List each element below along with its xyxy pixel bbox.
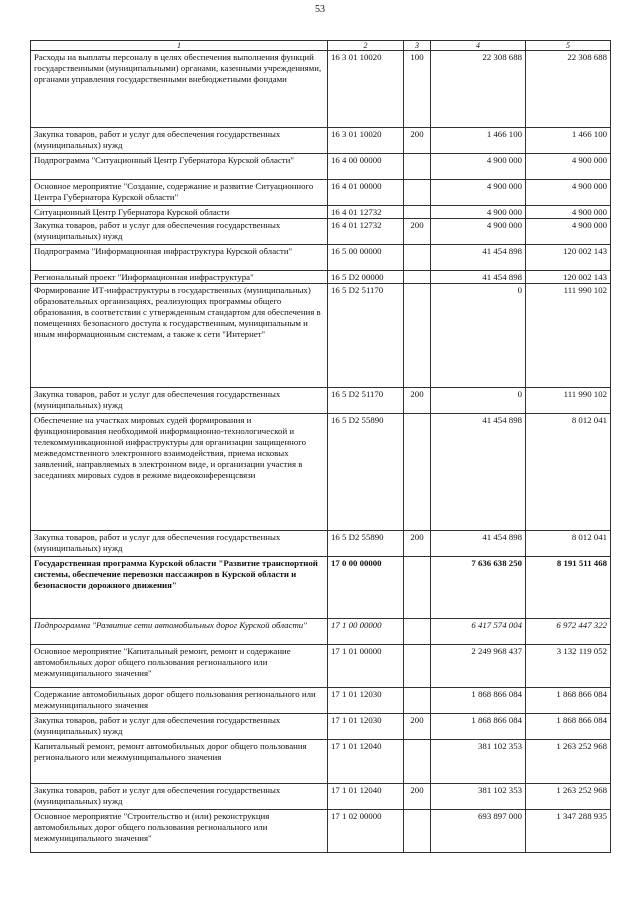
- row-name: Основное мероприятие "Капитальный ремонт, ремонт и содержание автомобильных дорог общего пользования регионального или межмуниципального значения": [31, 645, 328, 688]
- row-expense-type: [404, 284, 431, 388]
- row-sum-1: 4 900 000: [431, 154, 526, 180]
- row-sum-2: 8 191 511 468: [526, 557, 611, 619]
- row-code: 16 4 01 12732: [328, 219, 404, 245]
- table-row: [31, 688, 611, 714]
- row-name: Государственная программа Курской области "Развитие транспортной системы, обеспечение перевозки пассажиров в Курской области и безопасности дорожного движения": [31, 557, 328, 619]
- row-code: 16 3 01 10020: [328, 128, 404, 154]
- table-header-row: [31, 41, 611, 51]
- table-row: [31, 714, 611, 740]
- row-expense-type: [404, 557, 431, 619]
- row-expense-type: [404, 810, 431, 853]
- table-row: [31, 128, 611, 154]
- column-header: 4: [431, 41, 526, 51]
- row-sum-2: 1 466 100: [526, 128, 611, 154]
- table-row: [31, 180, 611, 206]
- row-expense-type: [404, 154, 431, 180]
- row-name: Подпрограмма "Ситуационный Центр Губернатора Курской области": [31, 154, 328, 180]
- row-code: 16 4 01 12732: [328, 206, 404, 219]
- row-expense-type: [404, 245, 431, 271]
- row-sum-1: 6 417 574 004: [431, 619, 526, 645]
- table-row: [31, 245, 611, 271]
- row-code: 16 5 D2 55890: [328, 414, 404, 531]
- row-expense-type: 200: [404, 219, 431, 245]
- row-sum-1: 4 900 000: [431, 206, 526, 219]
- row-code: 17 1 02 00000: [328, 810, 404, 853]
- row-sum-1: 1 868 866 084: [431, 714, 526, 740]
- row-sum-1: 0: [431, 284, 526, 388]
- row-expense-type: [404, 271, 431, 284]
- row-code: 17 1 01 12030: [328, 688, 404, 714]
- row-name: Закупка товаров, работ и услуг для обеспечения государственных (муниципальных) нужд: [31, 531, 328, 557]
- row-sum-1: 41 454 898: [431, 414, 526, 531]
- row-sum-1: 0: [431, 388, 526, 414]
- row-name: Подпрограмма "Развитие сети автомобильных дорог Курской области": [31, 619, 328, 645]
- table-row: [31, 531, 611, 557]
- row-code: 16 5 D2 51170: [328, 388, 404, 414]
- table-row: [31, 284, 611, 388]
- row-sum-1: 381 102 353: [431, 740, 526, 784]
- table-row: [31, 51, 611, 128]
- row-sum-2: 8 012 041: [526, 531, 611, 557]
- row-name: Подпрограмма "Информационная инфраструктура Курской области": [31, 245, 328, 271]
- table-row: [31, 645, 611, 688]
- row-name: Расходы на выплаты персоналу в целях обеспечения выполнения функций государственными (муниципальными) органами, казенными учреждениями, органами управления государственными внебюджетными фондами: [31, 51, 328, 128]
- row-sum-1: 41 454 898: [431, 531, 526, 557]
- row-name: Ситуационный Центр Губернатора Курской области: [31, 206, 328, 219]
- table-row: [31, 810, 611, 853]
- row-sum-2: 6 972 447 322: [526, 619, 611, 645]
- row-expense-type: [404, 180, 431, 206]
- table-row: [31, 206, 611, 219]
- row-sum-1: 22 308 688: [431, 51, 526, 128]
- row-name: Региональный проект "Информационная инфраструктура": [31, 271, 328, 284]
- row-code: 16 4 01 00000: [328, 180, 404, 206]
- row-sum-2: 4 900 000: [526, 154, 611, 180]
- row-sum-1: 7 636 638 250: [431, 557, 526, 619]
- row-code: 16 5 D2 55890: [328, 531, 404, 557]
- page-number: 53: [315, 4, 325, 15]
- table-row: [31, 219, 611, 245]
- row-expense-type: 200: [404, 531, 431, 557]
- row-expense-type: [404, 740, 431, 784]
- row-name: Формирование ИТ-инфраструктуры в государственных (муниципальных) образовательных организациях, реализующих программы общего образования, в соответствии с утвержденным стандартом для обеспечения в помещениях безопасного доступа к государственным, муниципальным и иным информационным системам, а также к сети "Интернет": [31, 284, 328, 388]
- row-name: Закупка товаров, работ и услуг для обеспечения государственных (муниципальных) нужд: [31, 714, 328, 740]
- table-body: [31, 51, 611, 853]
- row-sum-2: 1 868 866 084: [526, 714, 611, 740]
- row-name: Капитальный ремонт, ремонт автомобильных дорог общего пользования регионального или межмуниципального значения: [31, 740, 328, 784]
- table-row: [31, 414, 611, 531]
- row-sum-2: 1 868 866 084: [526, 688, 611, 714]
- row-sum-1: 41 454 898: [431, 245, 526, 271]
- row-sum-2: 120 002 143: [526, 245, 611, 271]
- table-row: [31, 740, 611, 784]
- row-sum-2: 111 990 102: [526, 388, 611, 414]
- row-sum-1: 1 466 100: [431, 128, 526, 154]
- row-code: 17 1 00 00000: [328, 619, 404, 645]
- row-code: 17 0 00 00000: [328, 557, 404, 619]
- column-header: 2: [328, 41, 404, 51]
- column-header: 1: [31, 41, 328, 51]
- row-expense-type: [404, 688, 431, 714]
- column-header: 3: [404, 41, 431, 51]
- row-sum-2: 3 132 119 052: [526, 645, 611, 688]
- table-row: [31, 557, 611, 619]
- row-expense-type: 100: [404, 51, 431, 128]
- row-code: 17 1 01 12040: [328, 784, 404, 810]
- row-sum-2: 4 900 000: [526, 219, 611, 245]
- row-sum-2: 22 308 688: [526, 51, 611, 128]
- row-code: 16 4 00 00000: [328, 154, 404, 180]
- table-row: [31, 388, 611, 414]
- row-name: Закупка товаров, работ и услуг для обеспечения государственных (муниципальных) нужд: [31, 388, 328, 414]
- row-expense-type: [404, 206, 431, 219]
- row-code: 16 5 D2 51170: [328, 284, 404, 388]
- row-expense-type: 200: [404, 388, 431, 414]
- row-sum-1: 693 897 000: [431, 810, 526, 853]
- row-code: 16 5 D2 00000: [328, 271, 404, 284]
- row-expense-type: [404, 619, 431, 645]
- row-expense-type: 200: [404, 784, 431, 810]
- row-sum-2: 1 263 252 968: [526, 784, 611, 810]
- table-row: [31, 784, 611, 810]
- row-code: 17 1 01 00000: [328, 645, 404, 688]
- row-name: Содержание автомобильных дорог общего пользования регионального или межмуниципального значения: [31, 688, 328, 714]
- row-sum-2: 4 900 000: [526, 206, 611, 219]
- row-name: Закупка товаров, работ и услуг для обеспечения государственных (муниципальных) нужд: [31, 219, 328, 245]
- row-sum-2: 120 002 143: [526, 271, 611, 284]
- row-code: 17 1 01 12040: [328, 740, 404, 784]
- row-sum-2: 1 347 288 935: [526, 810, 611, 853]
- row-sum-1: 381 102 353: [431, 784, 526, 810]
- row-code: 17 1 01 12030: [328, 714, 404, 740]
- row-expense-type: [404, 414, 431, 531]
- row-sum-1: 4 900 000: [431, 219, 526, 245]
- budget-table: [30, 40, 611, 853]
- table-row: [31, 619, 611, 645]
- row-expense-type: 200: [404, 714, 431, 740]
- row-sum-1: 1 868 866 084: [431, 688, 526, 714]
- row-sum-2: 8 012 041: [526, 414, 611, 531]
- table-row: [31, 271, 611, 284]
- row-expense-type: 200: [404, 128, 431, 154]
- row-sum-2: 1 263 252 968: [526, 740, 611, 784]
- row-code: 16 3 01 10020: [328, 51, 404, 128]
- row-expense-type: [404, 645, 431, 688]
- row-sum-1: 2 249 968 437: [431, 645, 526, 688]
- row-name: Основное мероприятие "Создание, содержание и развитие Ситуационного Центра Губернатора Курской области": [31, 180, 328, 206]
- table-row: [31, 154, 611, 180]
- row-code: 16 5 00 00000: [328, 245, 404, 271]
- row-sum-1: 4 900 000: [431, 180, 526, 206]
- row-name: Основное мероприятие "Строительство и (или) реконструкция автомобильных дорог общего пользования регионального или межмуниципального значения": [31, 810, 328, 853]
- row-name: Обеспечение на участках мировых судей формирования и функционирования необходимой информационно-технологической и телекоммуникационной инфраструктуры для организации защищенного межведомственного электронного взаимодействия, приема исковых заявлений, направляемых в электронном виде, и организации участия в заседаниях мировых судов в режиме видеоконференцсвязи: [31, 414, 328, 531]
- column-header: 5: [526, 41, 611, 51]
- row-sum-1: 41 454 898: [431, 271, 526, 284]
- row-sum-2: 111 990 102: [526, 284, 611, 388]
- row-name: Закупка товаров, работ и услуг для обеспечения государственных (муниципальных) нужд: [31, 784, 328, 810]
- row-name: Закупка товаров, работ и услуг для обеспечения государственных (муниципальных) нужд: [31, 128, 328, 154]
- row-sum-2: 4 900 000: [526, 180, 611, 206]
